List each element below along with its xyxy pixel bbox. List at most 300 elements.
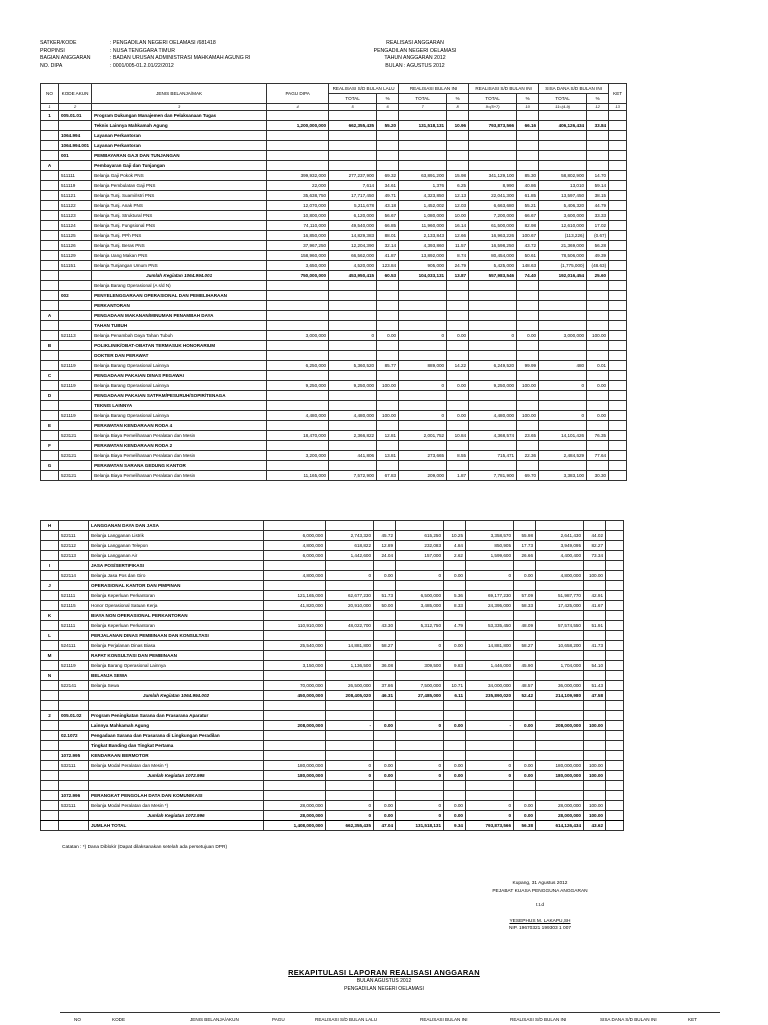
meta-right-line: BULAN : AGUSTUS 2012 — [385, 62, 445, 69]
cell-lalu-pct — [377, 281, 399, 291]
cell-sisa-pct — [584, 651, 606, 661]
cell-no: I — [41, 561, 59, 571]
cell-ini-total — [399, 421, 447, 431]
cell-ini-total — [399, 161, 447, 171]
cell-no — [41, 691, 59, 701]
cell-no — [41, 811, 59, 821]
cell-kode-akun: 1072.996 — [59, 791, 89, 801]
cell-sisa-pct — [584, 581, 606, 591]
cell-lalu-total: 0 — [326, 761, 374, 771]
cell-lalu-total — [329, 151, 377, 161]
cell-sd-pct: 0.00 — [514, 811, 536, 821]
cell-ini-total — [396, 611, 444, 621]
cell-ini-total — [399, 141, 447, 151]
cell-sisa-pct: 51.91 — [584, 621, 606, 631]
cell-lalu-pct — [374, 711, 396, 721]
meta-row — [40, 48, 250, 56]
cell-sd-total: 6,663,680 — [469, 201, 517, 211]
cell-lalu-pct — [374, 741, 396, 751]
table-row — [41, 781, 624, 791]
cell-sd-pct — [514, 611, 536, 621]
cell-no — [41, 141, 59, 151]
cell-lalu-total: 2,366,822 — [329, 431, 377, 441]
col-index: 13 — [609, 104, 627, 111]
cell-kode-akun: 02.1072 — [59, 731, 89, 741]
cell-no — [41, 661, 59, 671]
cell-ini-total — [396, 671, 444, 681]
cell-ini-total: 0 — [396, 801, 444, 811]
cell-ini-total: 0 — [399, 411, 447, 421]
cell-ini-total — [399, 301, 447, 311]
table-row — [41, 621, 624, 631]
cell-sisa-pct — [587, 131, 609, 141]
table-row — [41, 351, 627, 361]
cell-uraian — [89, 701, 264, 711]
cell-ini-total: 157,000 — [396, 551, 444, 561]
cell-ket — [609, 351, 627, 361]
cell-sd-pct: 17.73 — [514, 541, 536, 551]
cell-ini-pct — [447, 351, 469, 361]
cell-ini-pct: 0.00 — [444, 641, 466, 651]
cell-sd-total — [466, 671, 514, 681]
cell-lalu-pct — [377, 421, 399, 431]
table-row — [41, 811, 624, 821]
cell-sd-total: 715,471 — [469, 451, 517, 461]
cell-ket — [609, 111, 627, 121]
cell-kode-akun: 523121 — [59, 431, 92, 441]
table-row — [41, 451, 627, 461]
cell-sisa-pct: 59.14 — [587, 181, 609, 191]
cell-ket — [609, 341, 627, 351]
table-row — [41, 271, 627, 281]
cell-ini-total: 13,892,000 — [399, 251, 447, 261]
cell-ini-total — [396, 701, 444, 711]
cell-uraian — [89, 781, 264, 791]
table-row — [41, 791, 624, 801]
cell-pagu — [267, 141, 329, 151]
cell-sisa-pct — [587, 111, 609, 121]
cell-lalu-total: 17,717,450 — [329, 191, 377, 201]
cell-ini-total: 3,485,000 — [396, 601, 444, 611]
cell-pagu — [267, 371, 329, 381]
cell-sisa-total: 406,126,434 — [539, 121, 587, 131]
cell-sisa-pct — [584, 751, 606, 761]
cell-lalu-pct: 0.00 — [377, 331, 399, 341]
cell-ini-pct: 1.87 — [447, 471, 469, 481]
cell-pagu: 10,800,000 — [267, 211, 329, 221]
table-row — [41, 631, 624, 641]
cell-no — [41, 751, 59, 761]
sign-ttd: t.t.d — [536, 903, 544, 908]
cell-uraian: PENGADAAN MAKANAN/MINUMAN PENAMBAH DAYA — [92, 311, 267, 321]
cell-pagu: 3,000,000 — [267, 331, 329, 341]
table-row — [41, 431, 627, 441]
rekap-col-label: REALISASI S/D BULAN LALU — [315, 1017, 378, 1022]
cell-kode-akun — [59, 351, 92, 361]
cell-lalu-total: 0 — [326, 571, 374, 581]
cell-kode-akun — [59, 161, 92, 171]
cell-pagu — [267, 341, 329, 351]
cell-sd-pct: 58.33 — [514, 601, 536, 611]
cell-sisa-total: 17,425,000 — [536, 601, 584, 611]
cell-sisa-total — [536, 611, 584, 621]
cell-ini-pct: 9.83 — [444, 661, 466, 671]
cell-ket — [606, 811, 624, 821]
cell-lalu-total — [329, 131, 377, 141]
cell-ket — [609, 331, 627, 341]
cell-kode-akun: 005.01.01 — [59, 111, 92, 121]
cell-sisa-total: 3,383,100 — [539, 471, 587, 481]
cell-kode-akun: 002 — [59, 291, 92, 301]
cell-uraian: Belanja Tunj. Suami/Istri PNS — [92, 191, 267, 201]
cell-kode-akun: 522114 — [59, 571, 89, 581]
cell-sisa-total — [539, 351, 587, 361]
cell-sisa-pct — [587, 421, 609, 431]
cell-ini-total: 2,001,752 — [399, 431, 447, 441]
cell-ini-total: 4,323,850 — [399, 191, 447, 201]
cell-sd-pct — [514, 671, 536, 681]
cell-lalu-pct — [377, 141, 399, 151]
cell-sisa-total: 3,949,095 — [536, 541, 584, 551]
cell-sd-pct — [514, 711, 536, 721]
cell-pagu — [264, 701, 326, 711]
cell-sisa-pct — [587, 311, 609, 321]
cell-sd-total: 7,200,000 — [469, 211, 517, 221]
cell-sisa-pct: 33.33 — [587, 211, 609, 221]
report-meta-right — [250, 40, 580, 70]
cell-ket — [609, 221, 627, 231]
cell-no — [41, 171, 59, 181]
cell-kode-akun — [59, 611, 89, 621]
cell-sisa-total — [536, 751, 584, 761]
cell-sisa-total — [536, 631, 584, 641]
cell-lalu-pct: 67.83 — [377, 471, 399, 481]
cell-ket — [609, 301, 627, 311]
cell-no — [41, 431, 59, 441]
cell-pagu — [264, 741, 326, 751]
cell-sisa-total: (113,226) — [539, 231, 587, 241]
cell-ket — [609, 451, 627, 461]
cell-kode-akun: 521113 — [59, 331, 92, 341]
cell-no — [41, 191, 59, 201]
cell-ini-total — [399, 291, 447, 301]
meta-right-line: TAHUN ANGGARAN 2012 — [384, 55, 446, 62]
cell-ini-total — [399, 401, 447, 411]
cell-sisa-pct — [584, 611, 606, 621]
cell-uraian: Program Peningkatan Sarana dan Prasarana Aparatur — [89, 711, 264, 721]
cell-ket — [609, 211, 627, 221]
cell-kode-akun — [59, 281, 92, 291]
cell-no — [41, 401, 59, 411]
cell-lalu-total: 5,360,520 — [329, 361, 377, 371]
cell-lalu-total: 4,480,000 — [329, 411, 377, 421]
table-row — [41, 671, 624, 681]
cell-sisa-total — [536, 671, 584, 681]
cell-ket — [609, 151, 627, 161]
cell-uraian: Belanja Barang Operasional Lainnya — [92, 411, 267, 421]
cell-lalu-total — [326, 711, 374, 721]
cell-no — [41, 641, 59, 651]
cell-lalu-total: 62,677,230 — [326, 591, 374, 601]
meta-row — [40, 63, 250, 71]
cell-ini-total: 0 — [399, 331, 447, 341]
cell-lalu-pct — [377, 341, 399, 351]
cell-pagu — [264, 671, 326, 681]
cell-ket — [609, 171, 627, 181]
cell-lalu-total: 12,204,390 — [329, 241, 377, 251]
cell-sd-total — [466, 521, 514, 531]
table-row — [41, 311, 627, 321]
realisasi-table-part-2 — [40, 520, 624, 831]
cell-lalu-pct — [377, 301, 399, 311]
cell-kode-akun — [59, 341, 92, 351]
cell-uraian: Teknis Lainnya Mahkamah Agung — [92, 121, 267, 131]
col-pagu-dipa: PAGU DIPA — [267, 84, 329, 104]
cell-sd-pct — [514, 781, 536, 791]
cell-uraian: Belanja Barang Operasional Lainnya — [92, 381, 267, 391]
cell-sisa-pct — [584, 731, 606, 741]
cell-sisa-pct: 51.43 — [584, 681, 606, 691]
cell-uraian: Belanja Uang Makan PNS — [92, 251, 267, 261]
cell-lalu-pct: 46.31 — [374, 691, 396, 701]
cell-no: L — [41, 631, 59, 641]
cell-lalu-total — [326, 611, 374, 621]
cell-uraian: Belanja Biaya Pemeliharaan Peralatan dan Mesin — [92, 451, 267, 461]
cell-lalu-total: 208,405,020 — [326, 691, 374, 701]
rekap-col-label: KODE — [112, 1017, 126, 1022]
cell-sd-total: 1,599,600 — [466, 551, 514, 561]
cell-no — [41, 801, 59, 811]
cell-kode-akun: 511123 — [59, 211, 92, 221]
cell-no — [41, 761, 59, 771]
cell-ket — [609, 421, 627, 431]
cell-uraian: Layanan Perkantoran — [92, 131, 267, 141]
cell-lalu-total: 49,540,000 — [329, 221, 377, 231]
cell-sisa-total: 0 — [539, 411, 587, 421]
cell-lalu-pct: 45.72 — [374, 531, 396, 541]
cell-kode-akun: 511111 — [59, 171, 92, 181]
cell-sisa-total — [539, 321, 587, 331]
cell-uraian: POLIKLINIK/OBAT-OBATAN TERMASUK HONORARIUM — [92, 341, 267, 351]
cell-ket — [606, 621, 624, 631]
cell-sd-total — [466, 791, 514, 801]
col-index: 8 — [447, 104, 469, 111]
cell-kode-akun: 523121 — [59, 451, 92, 461]
cell-lalu-total — [326, 651, 374, 661]
cell-sd-total — [469, 421, 517, 431]
cell-kode-akun: 511122 — [59, 201, 92, 211]
cell-sisa-pct: 44.02 — [584, 531, 606, 541]
cell-pagu: 6,250,000 — [267, 361, 329, 371]
cell-sd-total — [469, 281, 517, 291]
sign-nip: NIP. 19670321 199303 1 007 — [508, 926, 572, 931]
cell-ini-pct: 6.11 — [444, 691, 466, 701]
cell-ket — [609, 441, 627, 451]
cell-lalu-total: 0 — [326, 801, 374, 811]
cell-no — [41, 381, 59, 391]
cell-kode-akun: 522111 — [59, 531, 89, 541]
cell-uraian: PENGADAAN PAKAIAN DINAS PEGAWAI — [92, 371, 267, 381]
cell-sisa-total — [536, 521, 584, 531]
cell-lalu-pct — [377, 131, 399, 141]
cell-sisa-total: 2,641,430 — [536, 531, 584, 541]
cell-sisa-total — [539, 301, 587, 311]
cell-lalu-total — [329, 301, 377, 311]
cell-ket — [609, 401, 627, 411]
cell-sd-total: 0 — [466, 811, 514, 821]
table-row — [41, 201, 627, 211]
cell-lalu-total — [329, 111, 377, 121]
cell-pagu — [267, 441, 329, 451]
cell-pagu — [264, 731, 326, 741]
cell-sd-pct: 57.09 — [514, 591, 536, 601]
cell-pagu — [264, 711, 326, 721]
cell-lalu-pct — [377, 391, 399, 401]
cell-no — [41, 331, 59, 341]
cell-pagu: 180,000,000 — [264, 771, 326, 781]
cell-ini-total: 273,665 — [399, 451, 447, 461]
cell-lalu-total: 662,355,435 — [329, 121, 377, 131]
cell-sd-pct — [514, 631, 536, 641]
cell-ini-pct: 4.84 — [444, 541, 466, 551]
cell-sisa-pct — [584, 711, 606, 721]
cell-pagu: 9,250,000 — [267, 381, 329, 391]
cell-sisa-pct: 41.73 — [584, 641, 606, 651]
cell-no — [41, 551, 59, 561]
cell-sd-total: 850,905 — [466, 541, 514, 551]
cell-kode-akun — [59, 421, 92, 431]
cell-ket — [609, 381, 627, 391]
cell-no — [41, 181, 59, 191]
cell-sisa-total: 14,101,426 — [539, 431, 587, 441]
cell-ini-pct: 0.00 — [444, 761, 466, 771]
cell-kode-akun — [59, 321, 92, 331]
cell-lalu-total: 618,822 — [326, 541, 374, 551]
cell-sd-total — [466, 711, 514, 721]
cell-sd-pct: 55.98 — [514, 531, 536, 541]
cell-no: D — [41, 391, 59, 401]
cell-sd-total: 7,781,900 — [469, 471, 517, 481]
cell-sisa-pct: (48.63) — [587, 261, 609, 271]
cell-pagu — [264, 651, 326, 661]
cell-no — [41, 411, 59, 421]
cell-kode-akun — [59, 651, 89, 661]
cell-pagu: 750,000,000 — [267, 271, 329, 281]
cell-sd-pct — [514, 731, 536, 741]
cell-lalu-total: 1,442,600 — [326, 551, 374, 561]
cell-sd-pct — [514, 561, 536, 571]
cell-uraian: Jumlah Kegiatan 1072.995 — [89, 771, 264, 781]
cell-sisa-pct: 100.00 — [584, 721, 606, 731]
cell-sisa-total: 614,126,434 — [536, 821, 584, 831]
cell-sd-pct: 56.38 — [514, 821, 536, 831]
cell-sd-total: 22,041,300 — [469, 191, 517, 201]
cell-sisa-total — [536, 791, 584, 801]
cell-sd-total: 80,454,000 — [469, 251, 517, 261]
cell-lalu-pct — [374, 701, 396, 711]
col-kode-akun: KODE AKUN — [59, 84, 92, 104]
cell-kode-akun: 1064.994 — [59, 131, 92, 141]
cell-kode-akun — [59, 631, 89, 641]
cell-ini-pct: 0.00 — [447, 381, 469, 391]
cell-sd-total — [469, 291, 517, 301]
cell-ini-pct: 14.22 — [447, 361, 469, 371]
cell-no — [41, 221, 59, 231]
table-row — [41, 121, 627, 131]
cell-lalu-total: 1,136,500 — [326, 661, 374, 671]
cell-ket — [606, 771, 624, 781]
cell-pagu: 110,910,000 — [264, 621, 326, 631]
cell-pagu: 37,967,250 — [267, 241, 329, 251]
cell-sisa-total: 5,406,320 — [539, 201, 587, 211]
cell-kode-akun: 1064.994.001 — [59, 141, 92, 151]
cell-lalu-total — [326, 731, 374, 741]
cell-lalu-pct: 123.84 — [377, 261, 399, 271]
cell-pagu: 4,800,000 — [264, 571, 326, 581]
cell-ini-total — [399, 311, 447, 321]
cell-ini-pct: 12.13 — [447, 191, 469, 201]
cell-ket — [606, 761, 624, 771]
cell-sd-total — [466, 781, 514, 791]
cell-sd-pct — [514, 651, 536, 661]
cell-sisa-total: 214,109,980 — [536, 691, 584, 701]
cell-pagu: 6,000,000 — [264, 531, 326, 541]
cell-ini-pct: 10.96 — [447, 121, 469, 131]
table-row — [41, 661, 624, 671]
cell-pagu — [264, 631, 326, 641]
cell-ini-pct: 0.00 — [444, 721, 466, 731]
meta-value: : PENGADILAN NEGERI OELAMASI /681418 — [110, 40, 216, 46]
cell-lalu-pct: 12.89 — [374, 541, 396, 551]
cell-sisa-total — [539, 141, 587, 151]
cell-lalu-pct — [377, 371, 399, 381]
table-row — [41, 751, 624, 761]
cell-sd-total — [469, 311, 517, 321]
cell-sd-total: 4,368,574 — [469, 431, 517, 441]
meta-label: BAGIAN ANGGARAN — [40, 55, 91, 62]
table-row — [41, 641, 624, 651]
cell-kode-akun: 521119 — [59, 361, 92, 371]
table-row — [41, 151, 627, 161]
cell-sd-pct — [517, 351, 539, 361]
cell-sisa-total — [536, 711, 584, 721]
cell-lalu-total: 0 — [326, 771, 374, 781]
cell-ini-total: 232,083 — [396, 541, 444, 551]
table-row — [41, 161, 627, 171]
table-row — [41, 321, 627, 331]
cell-no: H — [41, 521, 59, 531]
report-meta-left — [40, 40, 250, 70]
cell-lalu-total — [329, 371, 377, 381]
table-row — [41, 561, 624, 571]
cell-pagu — [267, 351, 329, 361]
cell-sd-total: 16,598,250 — [469, 241, 517, 251]
cell-sd-pct: 40.86 — [517, 181, 539, 191]
cell-ini-total — [399, 151, 447, 161]
cell-no — [41, 531, 59, 541]
cell-pagu: 399,932,000 — [267, 171, 329, 181]
cell-no: E — [41, 421, 59, 431]
cell-pagu: 180,000,000 — [264, 761, 326, 771]
cell-kode-akun: 511129 — [59, 251, 92, 261]
cell-ini-total — [396, 521, 444, 531]
cell-ini-pct — [444, 731, 466, 741]
cell-no — [41, 471, 59, 481]
cell-lalu-total — [329, 281, 377, 291]
cell-sd-pct: 48.09 — [514, 621, 536, 631]
cell-uraian: Belanja Keperluan Perkantoran — [89, 621, 264, 631]
cell-sisa-total: 1,704,000 — [536, 661, 584, 671]
